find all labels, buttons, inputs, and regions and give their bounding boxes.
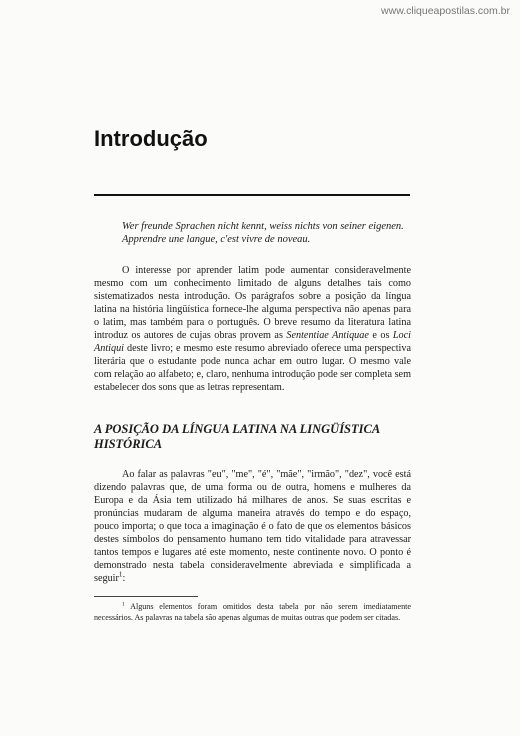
work-title-loci: Loci Antiqui: [94, 330, 411, 355]
chapter-title: Introdução: [94, 126, 208, 151]
footnote-reference: 1: [118, 570, 123, 579]
watermark-url: www.cliqueapostilas.com.br: [381, 5, 510, 17]
section-paragraph-text: Ao falar as palavras "eu", "me", "é", "mãe", "irmão", "dez", você está dizendo palavras que, de uma forma ou de outra, homens e mulheres da Europa e da Ásia tem utilizado há milhares de anos. Se suas escritas e pronúncias mudaram de alguma maneira através do tempo e do espaço, pouco importa; o que toca a imaginação é o fato de que os elementos básicos destes símbolos do pensamento humano tem tido vitalidade para atravessar tantos tempos e lugares até este momento, neste continente novo. O ponto é demonstrado nesta tabela consideravelmente abreviada e simplificada a seguir: [94, 469, 411, 585]
title-rule: [94, 194, 410, 196]
footnote-rule: [94, 596, 198, 597]
footnote-text: Alguns elementos foram omitidos desta tabela por não serem imediatamente necessários. As palavras na tabela são apenas algumas de muitas outras que podem ser citadas.: [94, 602, 411, 622]
epigraph-french: Apprendre une langue, c'est vivre de noveau.: [122, 234, 311, 245]
intro-text-part2: e os: [368, 330, 393, 342]
section-paragraph: [94, 468, 411, 585]
epigraph: [122, 220, 412, 246]
intro-text-part1: O interesse por aprender latim pode aumentar consideravelmente mesmo com um conhecimento limitado de alguns detalhes tais como sistematizados nesta introdução. Os parágrafos sobre a posição da língua latina na história lingüística fornece-lhe alguma perspectiva não apenas para o latim, mas também para o português. O breve resumo da literatura latina introduz os autores de cujas obras provem as: [94, 265, 411, 342]
work-title-sententiae: Sententiae Antiquae: [286, 330, 369, 342]
intro-paragraph: [94, 264, 411, 394]
section-paragraph-end: :: [122, 573, 126, 585]
footnote-number: 1: [122, 601, 125, 608]
epigraph-german: Wer freunde Sprachen nicht kennt, weiss nichts von seiner eigenen.: [122, 221, 404, 232]
section-heading: A POSIÇÃO DA LÍNGUA LATINA NA LINGÜÍSTICA HISTÓRICA: [94, 422, 380, 451]
footnote: [94, 601, 411, 623]
intro-text-part3: deste livro; e mesmo este resumo abreviado oferece uma perspectiva literária que o estudante pode nunca achar em outro lugar. O mesmo vale com relação ao alfabeto; e, claro, nenhuma introdução pode ser completa sem estabelecer dos sons que as letras representam.: [94, 343, 411, 394]
